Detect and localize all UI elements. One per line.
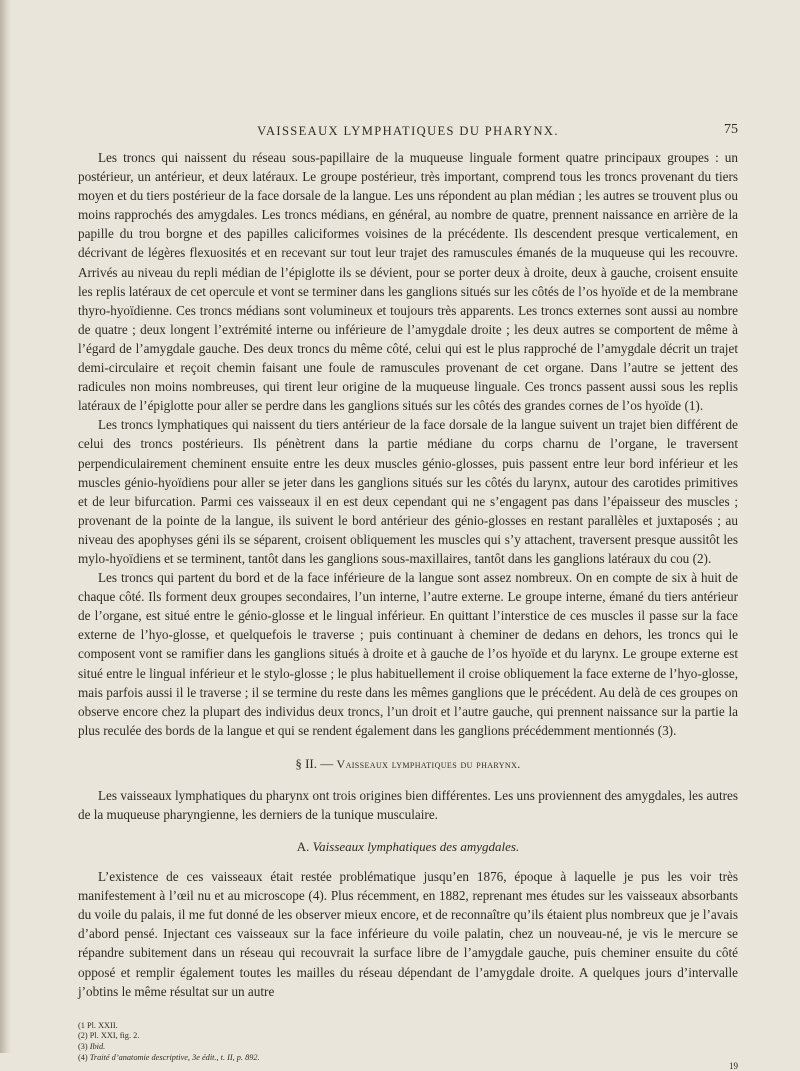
running-head [78,122,738,142]
footnote-number: (2) [78,1031,88,1041]
paragraph-anterior-trunks: Les troncs lymphatiques qui naissent du tiers antérieur de la face dorsale de la langue suivent un trajet bien différent de celui des troncs postérieurs. Ils pénètrent dans la partie médiane du corps charnu de l’organe, le traversent perpendiculairement cheminent ensuite entre les deux muscles génio-glosses, puis passent entre leur bord inférieur et les muscles génio-hyoïdiens pour aller se jeter dans les ganglions situés sur les côtés du larynx, autour des carotides primitives et de leur bifurcation. Parmi ces vaisseaux il en est deux cependant qui ne s’engagent pas dans l’épaisseur des muscles ; provenant de la pointe de la langue, ils suivent le bord antérieur des génio-glosses en restant parallèles et juxtaposés ; au niveau des apophyses géni ils se séparent, croisent obliquement les muscles qui s’y attachent, traversent presque aussitôt les mylo-hyoïdiens et se terminent, tantôt dans les ganglions sous-maxillaires, tantôt dans les ganglions latéraux du cou (2). [78,417,738,566]
section-title: Vaisseaux lymphatiques du pharynx. [336,756,521,771]
book-page [78,122,738,1071]
footnote-text: Pl. XXII. [87,1020,118,1030]
footnote [78,1031,738,1042]
footnote-text: Pl. XXI, fig. 2. [89,1031,140,1041]
section-heading [78,756,738,772]
signature-mark: 19 [729,1060,738,1071]
paragraph-amygdala-vessels: L’existence de ces vaisseaux était restée problématique jusqu’en 1876, époque à laquelle je pus les voir très manifestement à l’œil nu et au microscope (4). Plus récemment, en 1882, reprenant mes études sur les vaisseaux absorbants du voile du palais, il me fut donné de les observer mieux encore, et de reconnaître qu’ils étaient plus nombreux que je l’avais d’abord pensé. Injectant ces vaisseaux sur la face inférieure du voile palatin, chez un nouveau-né, je vis le mercure se répandre subitement dans un réseau qui recouvrait la surface libre de l’amygdale gauche, puis cheminer ensuite du côté opposé et remplir également toutes les mailles du réseau dépendant de l’amygdale droite. A quelques jours d’intervalle j’obtins le même résultat sur un autre [78,869,738,999]
paragraph-posterior-trunks: Les troncs qui naissent du réseau sous-papillaire de la muqueuse linguale forment quatre principaux groupes : un postérieur, un antérieur, et deux latéraux. Le groupe postérieur, très important, comprend tous les troncs provenant du tiers moyen et du tiers postérieur de la face dorsale de la langue. Les uns répondent au plan médian ; les autres se trouvent plus ou moins rapprochés des amygdales. Les troncs médians, en général, au nombre de quatre, prennent naissance en arrière de la papille du trou borgne et des papilles caliciformes voisines de la précédente. Ils descendent presque verticalement, en décrivant de légères flexuosités et en recevant sur tout leur trajet des ramuscules émanés de la muqueuse qui les recouvre. Arrivés au niveau du repli médian de l’épiglotte ils se dévient, pour se porter deux à droite, deux à gauche, croisent ensuite les replis latéraux de cet opercule et vont se terminer dans les ganglions situés sur les côtés de l’os hyoïde et de la membrane thyro-hyoïdienne. Ces troncs médians sont volumineux et toujours très apparents. Les troncs externes sont aussi au nombre de quatre ; deux longent l’extrémité interne ou inférieure de l’amygdale droite ; les deux autres se comportent de même à l’égard de l’amygdale gauche. Des deux troncs du même côté, celui qui est le plus rapproché de l’amygdale décrit un trajet demi-circulaire et reçoit chemin faisant une foule de ramuscules provenant de cet organe. Dans l’autre se jettent des radicules non moins nombreuses, qui tirent leur origine de la muqueuse linguale. Ces troncs passent aussi sous les replis latéraux de l’épiglotte pour aller se perdre dans les ganglions situés sur les côtés des grandes cornes de l’os hyoïde (1). [78,150,738,414]
running-title: VAISSEAUX LYMPHATIQUES DU PHARYNX. [257,124,559,138]
subsection-heading [78,839,738,855]
footnote-text: Traité d’anatomie descriptive, 3e édit., t. II, p. 892. [89,1052,260,1062]
footnote-text: Ibid. [89,1041,106,1051]
paragraph-pharynx-intro: Les vaisseaux lymphatiques du pharynx ont trois origines bien différentes. Les uns proviennent des amygdales, les autres de la muqueuse pharyngienne, les derniers de la tunique musculaire. [78,787,738,822]
paragraph-lateral-trunks: Les troncs qui partent du bord et de la face inférieure de la langue sont assez nombreux. On en compte de six à huit de chaque côté. Ils forment deux groupes secondaires, l’un interne, l’autre externe. Le groupe interne, émané du tiers antérieur de l’organe, est situé entre le génio-glosse et le lingual inférieur. En quittant l’interstice de ces muscles il passe sur la face externe de l’hyo-glosse, et quelquefois le traverse ; puis continuant à cheminer de dedans en dehors, les troncs qui le composent vont se ramifier dans les ganglions situés à droite et à gauche de l’os hyoïde et du larynx. Le groupe externe est situé entre le lingual inférieur et le stylo-glosse ; le plus habituellement il croise obliquement la face externe de l’hyo-glosse, mais parfois aussi il le traverse ; il se termine du reste dans les mêmes ganglions que le précédent. Au delà de ces groupes on observe encore chez la plupart des individus deux troncs, l’un droit et l’autre gauche, qui prennent naissance sur la partie la plus reculée des bords de la langue et qui se rendent également dans les ganglions précédemment mentionnés (3). [78,570,738,738]
subsection-title: Vaisseaux lymphatiques des amygdales. [312,839,520,855]
subsection-letter: A. [296,839,310,855]
footnote-number: (3) [78,1041,88,1051]
footnote [78,1021,738,1032]
footnote [78,1053,738,1064]
footnote-number: (4) [78,1052,88,1062]
binding-shadow [0,0,11,1053]
section-prefix: § II. — [295,755,334,771]
page-number: 75 [724,122,738,137]
footnote [78,1042,738,1053]
footnote-number: (1 [78,1020,85,1030]
footnotes [78,1020,738,1071]
